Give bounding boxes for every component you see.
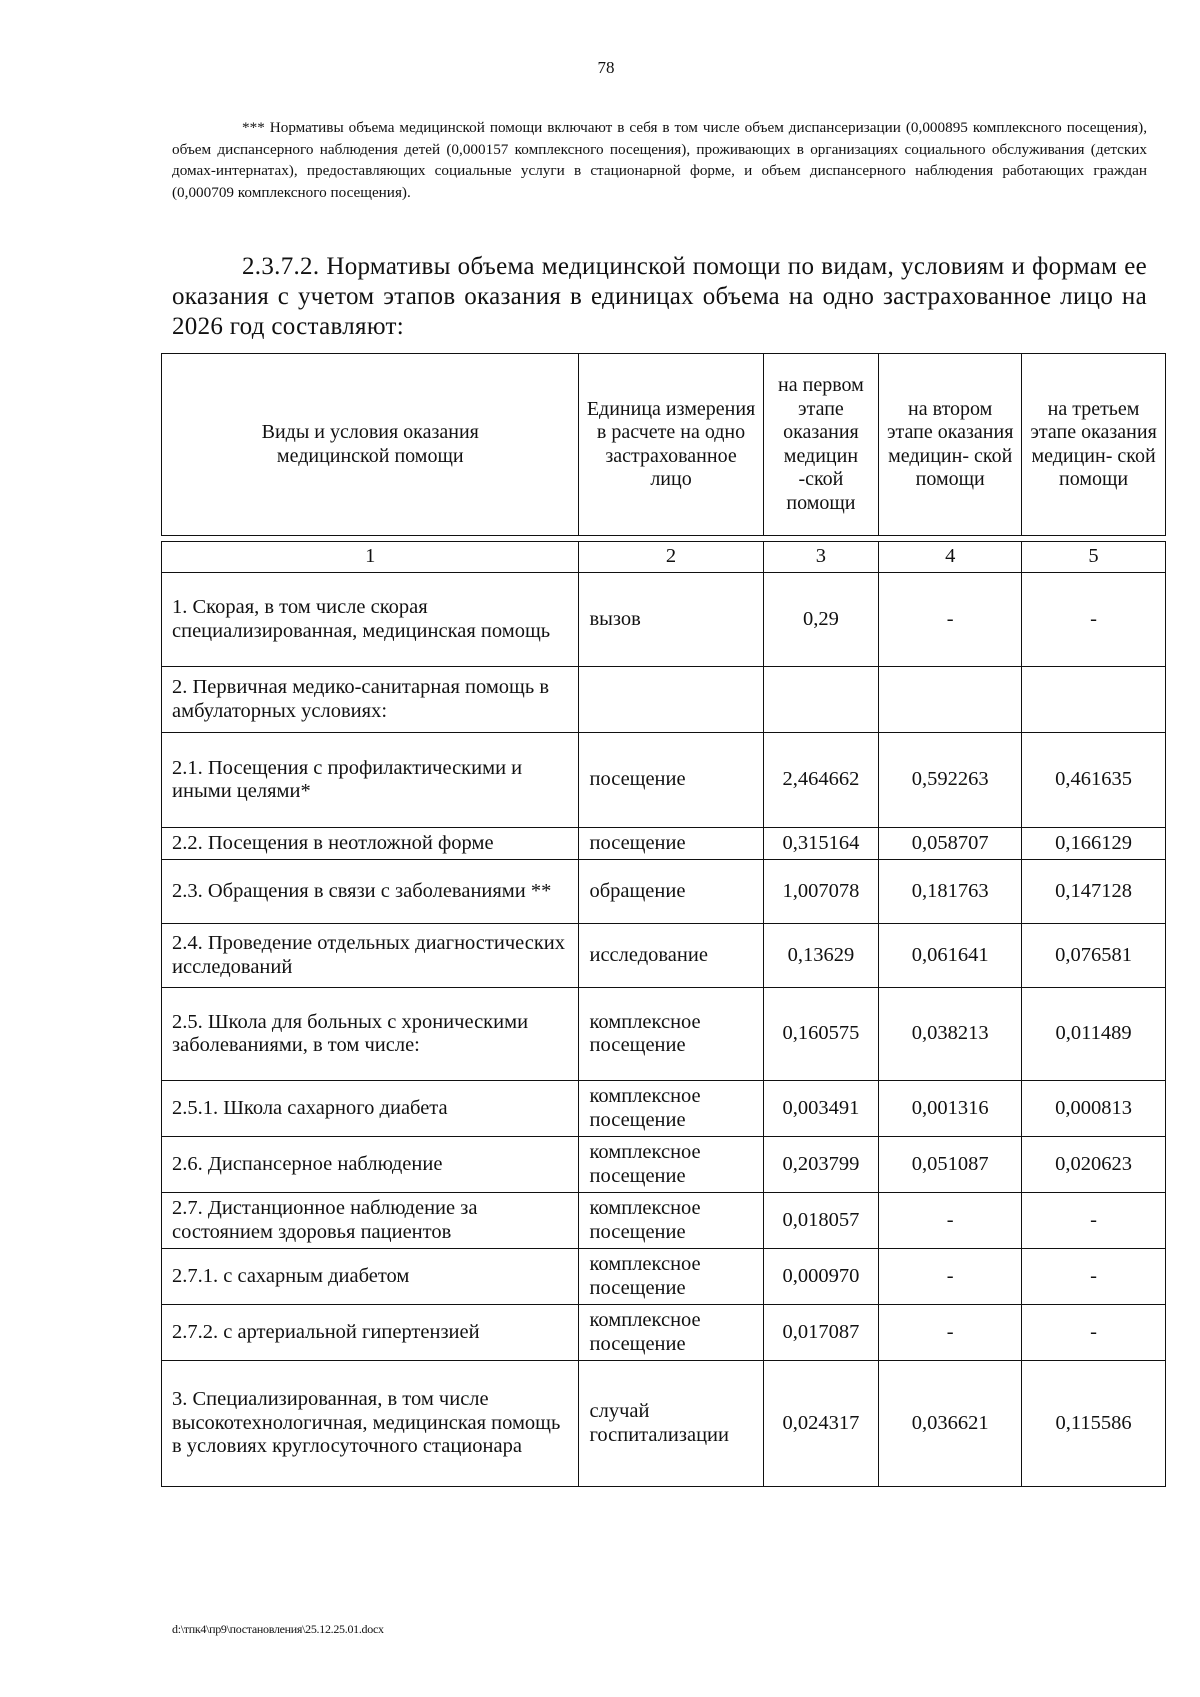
row-value-stage-3: 0,076581	[1022, 924, 1166, 988]
row-value-stage-3: 0,000813	[1022, 1081, 1166, 1137]
column-number: 4	[879, 542, 1022, 573]
row-value-stage-2: 0,061641	[879, 924, 1022, 988]
table-row	[162, 828, 1166, 860]
row-value-stage-1: 0,003491	[763, 1081, 879, 1137]
table-row	[162, 1081, 1166, 1137]
row-value-stage-3: -	[1022, 1305, 1166, 1361]
row-name: 3. Специализированная, в том числе высокотехнологичная, медицинская помощь в условиях круглосуточного стационара	[162, 1361, 579, 1487]
row-name: 2. Первичная медико-санитарная помощь в амбулаторных условиях:	[162, 667, 579, 733]
row-value-stage-1: 0,160575	[763, 988, 879, 1081]
table-row	[162, 1193, 1166, 1249]
row-value-stage-1: 2,464662	[763, 733, 879, 828]
section-heading: 2.3.7.2. Нормативы объема медицинской помощи по видам, условиям и формам ее оказания с учетом этапов оказания в единицах объема на одно застрахованное лицо на 2026 год составляют:	[172, 253, 1147, 340]
row-value-stage-2: 0,001316	[879, 1081, 1022, 1137]
row-name: 2.5.1. Школа сахарного диабета	[162, 1081, 579, 1137]
row-unit: комплексное посещение	[579, 1193, 763, 1249]
row-value-stage-3: -	[1022, 1249, 1166, 1305]
table-row	[162, 573, 1166, 667]
row-value-stage-1	[763, 667, 879, 733]
table-row	[162, 667, 1166, 733]
table-row	[162, 1361, 1166, 1487]
file-path: d:\тпк4\пр9\постановления\25.12.25.01.docx	[172, 1622, 384, 1636]
column-number: 5	[1022, 542, 1166, 573]
row-name: 2.7.2. с артериальной гипертензией	[162, 1305, 579, 1361]
table-row	[162, 924, 1166, 988]
row-unit: комплексное посещение	[579, 1249, 763, 1305]
row-name: 1. Скорая, в том числе скорая специализированная, медицинская помощь	[162, 573, 579, 667]
row-name: 2.3. Обращения в связи с заболеваниями **	[162, 860, 579, 924]
row-value-stage-2: -	[879, 1193, 1022, 1249]
row-value-stage-2: -	[879, 1305, 1022, 1361]
header-cell-stage-3: на третьем этапе оказания медицин- ской помощи	[1022, 354, 1166, 536]
row-name: 2.2. Посещения в неотложной форме	[162, 828, 579, 860]
row-value-stage-3: 0,020623	[1022, 1137, 1166, 1193]
row-value-stage-2: -	[879, 1249, 1022, 1305]
header-cell-stage-2: на втором этапе оказания медицин- ской помощи	[879, 354, 1022, 536]
column-number-row	[162, 542, 1166, 573]
row-value-stage-3: 0,461635	[1022, 733, 1166, 828]
row-value-stage-1: 0,315164	[763, 828, 879, 860]
row-unit: комплексное посещение	[579, 1305, 763, 1361]
row-value-stage-3	[1022, 667, 1166, 733]
table-header	[161, 353, 1166, 536]
header-cell-stage-1: на первом этапе оказания медицин -ской помощи	[763, 354, 879, 536]
row-value-stage-3: 0,147128	[1022, 860, 1166, 924]
row-value-stage-2: 0,051087	[879, 1137, 1022, 1193]
row-value-stage-2: -	[879, 573, 1022, 667]
row-name: 2.5. Школа для больных с хроническими заболеваниями, в том числе:	[162, 988, 579, 1081]
row-value-stage-3: -	[1022, 1193, 1166, 1249]
row-unit: комплексное посещение	[579, 988, 763, 1081]
row-value-stage-1: 0,29	[763, 573, 879, 667]
row-value-stage-3: 0,011489	[1022, 988, 1166, 1081]
row-unit: исследование	[579, 924, 763, 988]
row-value-stage-1: 0,000970	[763, 1249, 879, 1305]
row-name: 2.7.1. с сахарным диабетом	[162, 1249, 579, 1305]
page-number: 78	[597, 58, 615, 77]
row-value-stage-2: 0,058707	[879, 828, 1022, 860]
row-unit: комплексное посещение	[579, 1137, 763, 1193]
header-cell-type: Виды и условия оказания медицинской помощи	[162, 354, 579, 536]
row-unit: обращение	[579, 860, 763, 924]
table-row	[162, 1137, 1166, 1193]
data-table	[161, 541, 1166, 1487]
column-number: 2	[579, 542, 763, 573]
column-number: 3	[763, 542, 879, 573]
row-name: 2.4. Проведение отдельных диагностических исследований	[162, 924, 579, 988]
row-value-stage-1: 1,007078	[763, 860, 879, 924]
table-row	[162, 733, 1166, 828]
header-cell-unit: Единица измерения в расчете на одно застрахованное лицо	[579, 354, 763, 536]
row-value-stage-1: 0,017087	[763, 1305, 879, 1361]
row-unit: случай госпитализации	[579, 1361, 763, 1487]
row-value-stage-3: -	[1022, 573, 1166, 667]
row-name: 2.1. Посещения с профилактическими и иными целями*	[162, 733, 579, 828]
row-value-stage-2: 0,592263	[879, 733, 1022, 828]
table-row	[162, 1305, 1166, 1361]
row-value-stage-2: 0,181763	[879, 860, 1022, 924]
table-row	[162, 1249, 1166, 1305]
row-value-stage-1: 0,13629	[763, 924, 879, 988]
row-name: 2.6. Диспансерное наблюдение	[162, 1137, 579, 1193]
footnote: *** Нормативы объема медицинской помощи включают в себя в том числе объем диспансеризации (0,000895 комплексного посещения), объем диспансерного наблюдения детей (0,000157 комплексного посещения), проживающих в организациях социального обслуживания (детских домах-интернатах), предоставляющих социальные услуги в стационарной форме, и объем диспансерного наблюдения работающих граждан (0,000709 комплексного посещения).	[172, 119, 1147, 201]
row-value-stage-3: 0,115586	[1022, 1361, 1166, 1487]
table-row	[162, 860, 1166, 924]
row-value-stage-2: 0,036621	[879, 1361, 1022, 1487]
row-unit: вызов	[579, 573, 763, 667]
row-value-stage-2: 0,038213	[879, 988, 1022, 1081]
column-number: 1	[162, 542, 579, 573]
row-name: 2.7. Дистанционное наблюдение за состоянием здоровья пациентов	[162, 1193, 579, 1249]
row-value-stage-1: 0,018057	[763, 1193, 879, 1249]
row-value-stage-1: 0,024317	[763, 1361, 879, 1487]
row-unit: посещение	[579, 828, 763, 860]
row-unit: комплексное посещение	[579, 1081, 763, 1137]
table-row	[162, 988, 1166, 1081]
row-value-stage-3: 0,166129	[1022, 828, 1166, 860]
row-value-stage-2	[879, 667, 1022, 733]
row-unit: посещение	[579, 733, 763, 828]
row-value-stage-1: 0,203799	[763, 1137, 879, 1193]
row-unit	[579, 667, 763, 733]
